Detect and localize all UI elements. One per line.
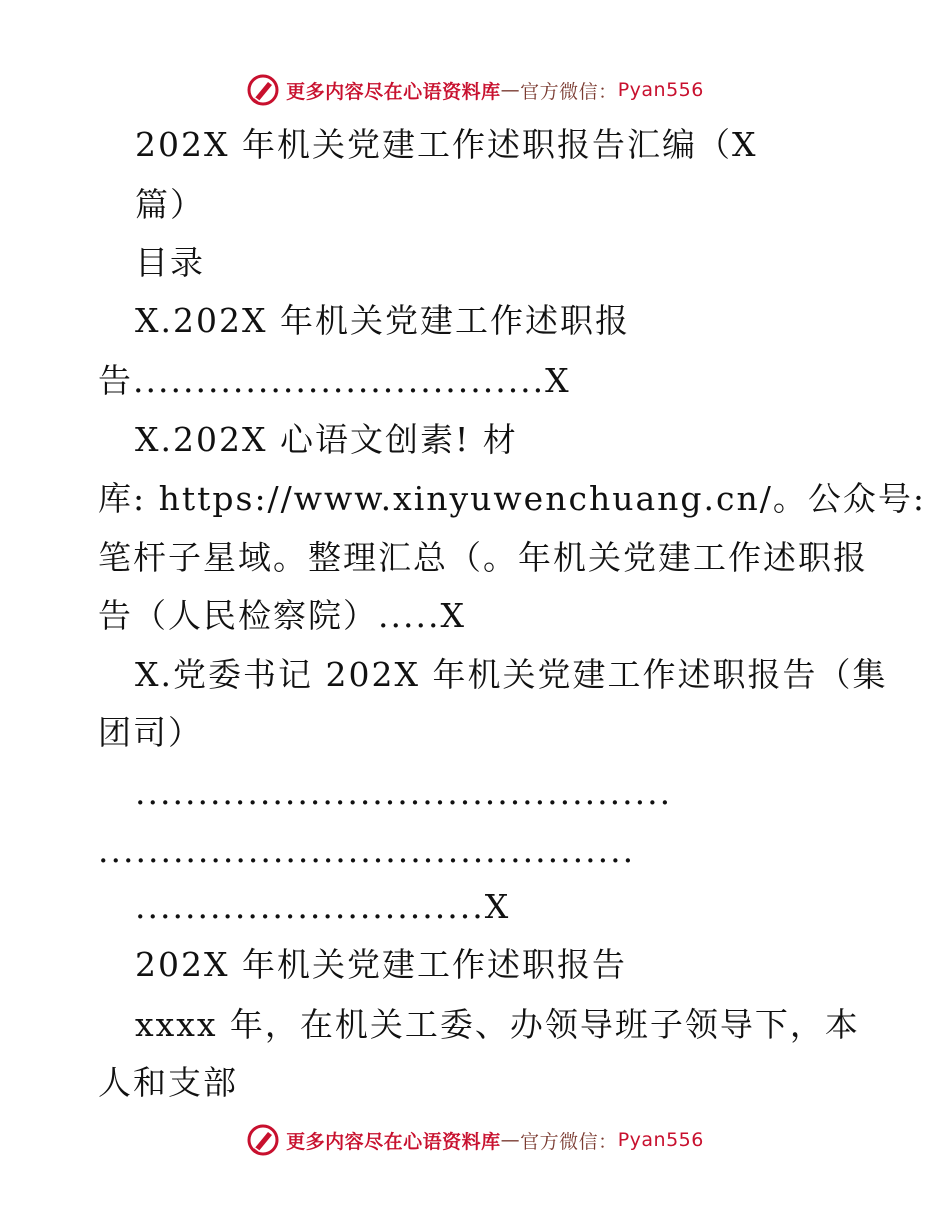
- body-paragraph-line-2: 人和支部: [98, 1063, 238, 1102]
- pen-logo-icon: [246, 73, 280, 107]
- pen-logo-icon: [246, 1123, 280, 1157]
- watermark-wechat-id: Pyan556: [617, 79, 704, 101]
- toc-leader-line-2: ...........................................: [98, 831, 636, 870]
- watermark-text: 更多内容尽在心语资料库: [286, 1130, 501, 1153]
- watermark-dash: —: [500, 79, 521, 101]
- toc-entry-1-line-1: X.202X 年机关党建工作述职报: [135, 301, 630, 340]
- watermark-text: 更多内容尽在心语资料库: [286, 80, 501, 103]
- footer-watermark: [0, 1120, 950, 1160]
- toc-entry-3-line-1: X.党委书记 202X 年机关党建工作述职报告（集: [135, 655, 888, 694]
- doc-title-line-1: 202X 年机关党建工作述职报告汇编（X: [135, 125, 758, 164]
- watermark-wechat-label: 官方微信：: [520, 1130, 618, 1153]
- toc-entry-1-line-2: 告.................................X: [98, 361, 571, 400]
- watermark-wechat-label: 官方微信：: [520, 80, 618, 103]
- watermark-wechat-id: Pyan556: [617, 1129, 704, 1151]
- section-title: 202X 年机关党建工作述职报告: [135, 945, 627, 984]
- body-paragraph-line-1: xxxx 年，在机关工委、办领导班子领导下，本: [135, 1005, 860, 1044]
- toc-entry-2-line-4: 告（人民检察院）.....X: [98, 596, 466, 635]
- toc-entry-3-line-2: 团司）: [98, 713, 203, 752]
- header-watermark: [0, 70, 950, 110]
- toc-entry-2-line-2: 库: https://www.xinyuwenchuang.cn/。公众号:: [98, 479, 926, 518]
- toc-heading: 目录: [135, 243, 205, 282]
- doc-title-line-2: 篇）: [135, 185, 205, 224]
- toc-entry-2-line-3: 笔杆子星域。整理汇总（。年机关党建工作述职报: [98, 538, 868, 577]
- watermark-dash: —: [500, 1129, 521, 1151]
- toc-leader-line-3: ............................X: [135, 887, 511, 926]
- toc-entry-2-line-1: X.202X 心语文创素! 材: [135, 420, 518, 459]
- toc-leader-line-1: ...........................................: [135, 773, 673, 812]
